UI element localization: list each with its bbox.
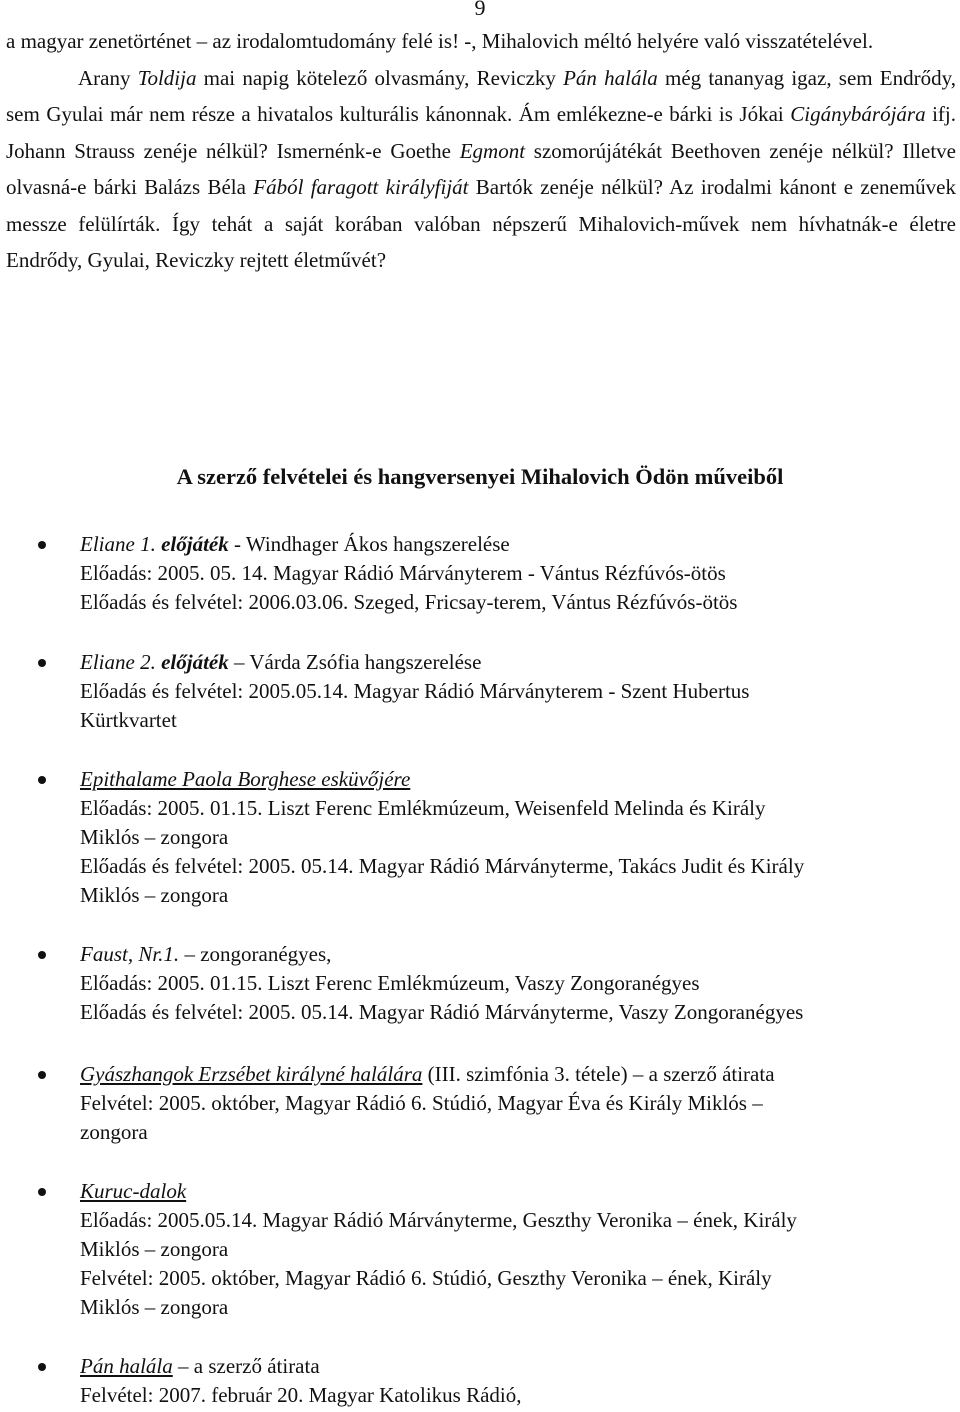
work-title-fabol: Fából faragott királyfiját bbox=[253, 175, 469, 199]
work-title: Faust, Nr.1. – zongoranégyes, bbox=[80, 942, 332, 966]
bullet-icon bbox=[38, 541, 46, 549]
work-title: Epithalame Paola Borghese esküvőjére bbox=[80, 767, 411, 791]
performance-line: Miklós – zongora bbox=[80, 1295, 229, 1319]
performance-line: Miklós – zongora bbox=[80, 883, 229, 907]
performance-line: Kürtkvartet bbox=[80, 708, 177, 732]
bullet-icon bbox=[38, 951, 46, 959]
performance-line: Előadás: 2005. 01.15. Liszt Ferenc Emlékmúzeum, Weisenfeld Melinda és Király bbox=[80, 796, 766, 820]
work-title-ciganybaro: Cigánybárójára bbox=[790, 102, 926, 126]
work-title: Eliane 1. előjáték - Windhager Ákos hangszerelése bbox=[80, 532, 510, 556]
bullet-icon bbox=[38, 1071, 46, 1079]
list-item bbox=[80, 1352, 950, 1410]
work-title-pan: Pán halála bbox=[563, 65, 658, 90]
list-item bbox=[80, 1177, 950, 1322]
performance-line: Előadás: 2005.05.14. Magyar Rádió Márványterme, Geszthy Veronika – ének, Király bbox=[80, 1208, 797, 1232]
work-title: Kuruc-dalok bbox=[80, 1179, 187, 1203]
list-item bbox=[80, 648, 950, 735]
list-item bbox=[80, 1060, 950, 1147]
performance-line: Előadás és felvétel: 2005.05.14. Magyar Rádió Márványterem - Szent Hubertus bbox=[80, 679, 750, 703]
intro-paragraph-1: a magyar zenetörténet – az irodalomtudomány felé is! -, Mihalovich méltó helyére való visszatételével. bbox=[6, 29, 874, 53]
list-item bbox=[80, 765, 950, 910]
work-title-egmont: Egmont bbox=[459, 138, 526, 163]
performance-line: Felvétel: 2005. október, Magyar Rádió 6. Stúdió, Magyar Éva és Király Miklós – bbox=[80, 1091, 763, 1115]
work-title-toldi: Toldija bbox=[137, 65, 197, 90]
performance-line: Felvétel: 2007. február 20. Magyar Katolikus Rádió, bbox=[80, 1383, 522, 1407]
bullet-icon bbox=[38, 1188, 46, 1196]
list-item bbox=[80, 940, 950, 1027]
performance-line: Előadás és felvétel: 2005. 05.14. Magyar Rádió Márványterme, Takács Judit és Király bbox=[80, 854, 805, 878]
list-item bbox=[80, 530, 950, 617]
performance-line: Miklós – zongora bbox=[80, 825, 229, 849]
bullet-icon bbox=[38, 776, 46, 784]
section-heading: A szerző felvételei és hangversenyei Mihalovich Ödön műveiből bbox=[176, 464, 784, 489]
intro-paragraph-2: Arany Toldija mai napig kötelező olvasmány, Reviczky Pán halála még tananyag igaz, sem Endrődy, sem Gyulai már nem része a hivatalos kulturális kánonnak. Ám emlékezne-e bárki is Jókai Cigánybárójára ifj. Johann Strauss zenéje nélkül? Ismernénk-e Goethe Egmont szomorújátékát Beethoven zenéje nélkül? Illetve olvasná-e bárki Balázs Béla Fából faragott királyfiját Bartók zenéje nélkül? Az irodalmi kánont e zeneművek messze felülírták. Így tehát a saját korában valóban népszerű Mihalovich-művek nem hívhatnák-e életre Endrődy, Gyulai, Reviczky rejtett életművét? bbox=[6, 65, 957, 272]
work-title: Pán halála – a szerző átirata bbox=[80, 1354, 320, 1378]
page-number: 9 bbox=[474, 0, 486, 20]
performance-line: zongora bbox=[80, 1120, 148, 1144]
bullet-icon bbox=[38, 1363, 46, 1371]
intro-text bbox=[6, 23, 956, 279]
performance-line: Miklós – zongora bbox=[80, 1237, 229, 1261]
performance-line: Előadás: 2005. 05. 14. Magyar Rádió Márványterem - Vántus Rézfúvós-ötös bbox=[80, 561, 726, 585]
performance-line: Előadás: 2005. 01.15. Liszt Ferenc Emlékmúzeum, Vaszy Zongoranégyes bbox=[80, 971, 700, 995]
performance-line: Előadás és felvétel: 2006.03.06. Szeged, Fricsay-terem, Vántus Rézfúvós-ötös bbox=[80, 590, 738, 614]
bullet-icon bbox=[38, 659, 46, 667]
performance-line: Előadás és felvétel: 2005. 05.14. Magyar Rádió Márványterme, Vaszy Zongoranégyes bbox=[80, 1000, 804, 1024]
performance-line: Felvétel: 2005. október, Magyar Rádió 6. Stúdió, Geszthy Veronika – ének, Király bbox=[80, 1266, 772, 1290]
work-title: Eliane 2. előjáték – Várda Zsófia hangszerelése bbox=[80, 650, 482, 674]
work-title: Gyászhangok Erzsébet királyné halálára (III. szimfónia 3. tétele) – a szerző átirata bbox=[80, 1062, 775, 1086]
